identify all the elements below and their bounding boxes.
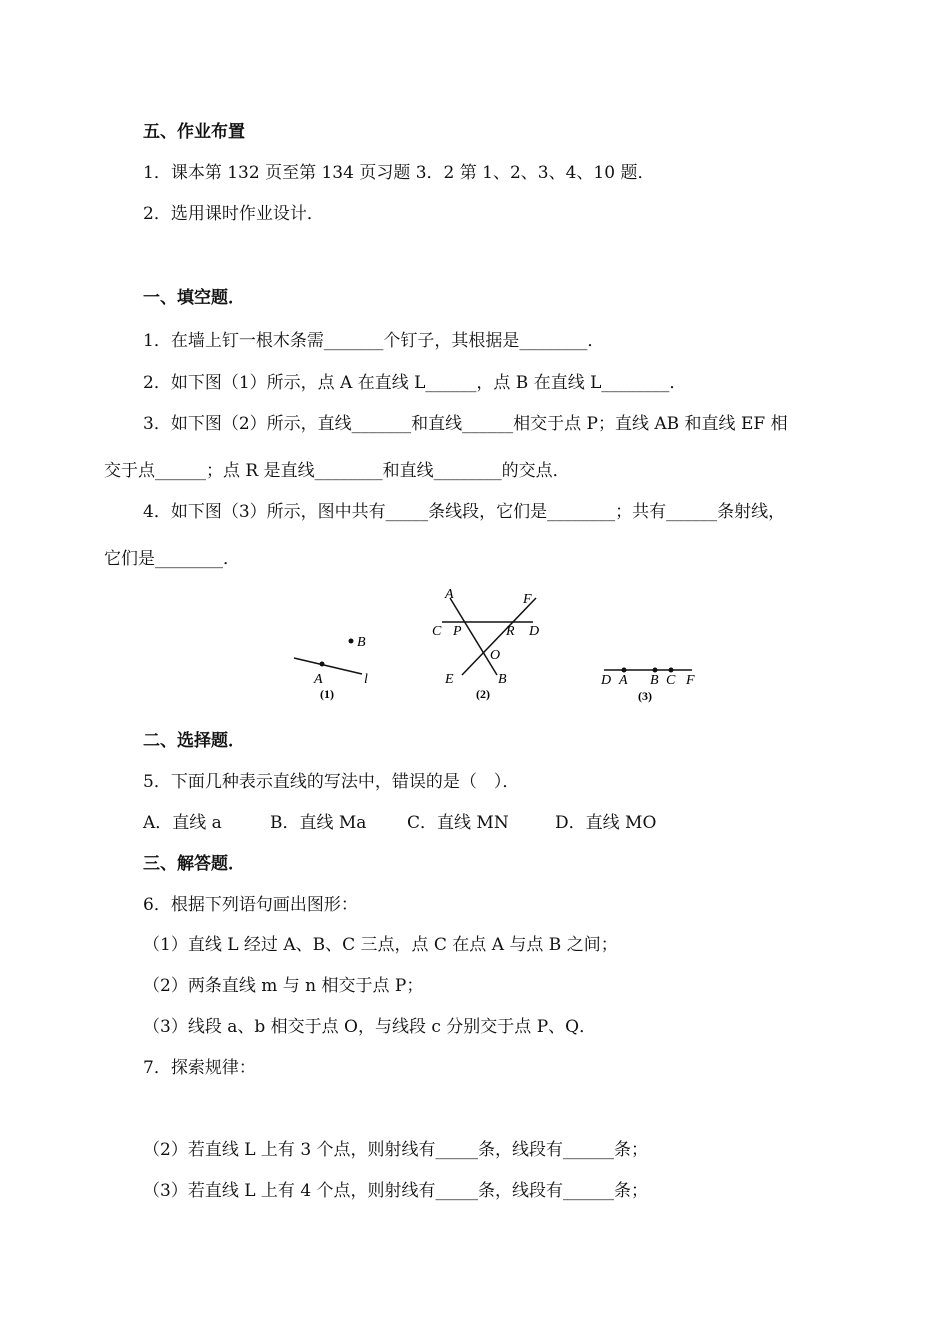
- question-4-line-1: 4．如下图（3）所示，图中共有_____条线段，它们是________；共有______条射线，: [143, 502, 786, 522]
- fig2-label-p: P: [453, 624, 462, 639]
- fig2-label-d: D: [529, 624, 540, 639]
- figure-3: [600, 668, 695, 704]
- point-b: [349, 639, 354, 644]
- fig2-label-a: A: [445, 587, 454, 602]
- fill-blank-heading: 一、填空题．: [143, 288, 245, 308]
- fig1-label-l: l: [364, 672, 368, 687]
- fig2-label-c: C: [432, 624, 442, 639]
- question-6-part-1: （1）直线 L 经过 A、B、C 三点，点 C 在点 A 与点 B 之间；: [143, 935, 618, 955]
- fig3-caption: (3): [638, 689, 652, 703]
- question-6: 6．根据下列语句画出图形：: [143, 895, 358, 915]
- option-b: B．直线 Ma: [270, 813, 367, 833]
- question-7: 7．探索规律：: [143, 1058, 256, 1078]
- question-4-line-2: 它们是________．: [104, 549, 240, 569]
- figure-2: [432, 587, 539, 701]
- fig2-caption: (2): [476, 687, 490, 701]
- fig3-label-d: D: [601, 673, 612, 688]
- fig1-label-a: A: [314, 672, 323, 687]
- answer-heading: 三、解答题．: [143, 854, 245, 874]
- homework-heading: 五、作业布置: [143, 122, 245, 142]
- figures: [0, 580, 950, 710]
- question-3-line-2: 交于点______；点 R 是直线________和直线________的交点．: [104, 461, 570, 481]
- fig1-caption: (1): [320, 687, 334, 701]
- fig2-label-r: R: [506, 624, 515, 639]
- question-3-line-1: 3．如下图（2）所示，直线_______和直线______相交于点 P；直线 AB 和直线 EF 相: [143, 414, 788, 434]
- point-c: [669, 668, 674, 673]
- fig1-label-b: B: [357, 635, 366, 650]
- fig2-label-e: E: [445, 672, 454, 687]
- fig3-label-a: A: [619, 673, 628, 688]
- point-a: [622, 668, 627, 673]
- fig2-label-f: F: [523, 592, 532, 607]
- question-5: 5．下面几种表示直线的写法中，错误的是（ ）．: [143, 772, 520, 792]
- homework-item-2: 2．选用课时作业设计．: [143, 204, 324, 224]
- point-b: [653, 668, 658, 673]
- figure-1: [294, 635, 368, 701]
- question-6-part-3: （3）线段 a、b 相交于点 O，与线段 c 分别交于点 P、Q．: [143, 1017, 597, 1037]
- question-2: 2．如下图（1）所示，点 A 在直线 L______，点 B 在直线 L________．: [143, 373, 687, 393]
- question-7-part-2: （2）若直线 L 上有 3 个点，则射线有_____条，线段有______条；: [143, 1140, 649, 1160]
- line-l: [294, 658, 362, 674]
- fig3-label-c: C: [666, 673, 676, 688]
- fig2-label-b: B: [498, 672, 507, 687]
- homework-item-1: 1．课本第 132 页至第 134 页习题 3．2 第 1、2、3、4、10 题．: [143, 163, 655, 183]
- fig3-label-f: F: [686, 673, 695, 688]
- option-c: C．直线 MN: [407, 813, 509, 833]
- question-7-part-3: （3）若直线 L 上有 4 个点，则射线有_____条，线段有______条；: [143, 1181, 649, 1201]
- option-a: A．直线 a: [143, 813, 222, 833]
- point-a: [320, 662, 325, 667]
- choice-heading: 二、选择题．: [143, 731, 245, 751]
- option-d: D．直线 MO: [555, 813, 657, 833]
- fig3-label-b: B: [650, 673, 659, 688]
- question-6-part-2: （2）两条直线 m 与 n 相交于点 P；: [143, 976, 424, 996]
- question-1: 1．在墙上钉一根木条需_______个钉子，其根据是________．: [143, 331, 605, 351]
- fig2-label-o: O: [490, 648, 501, 663]
